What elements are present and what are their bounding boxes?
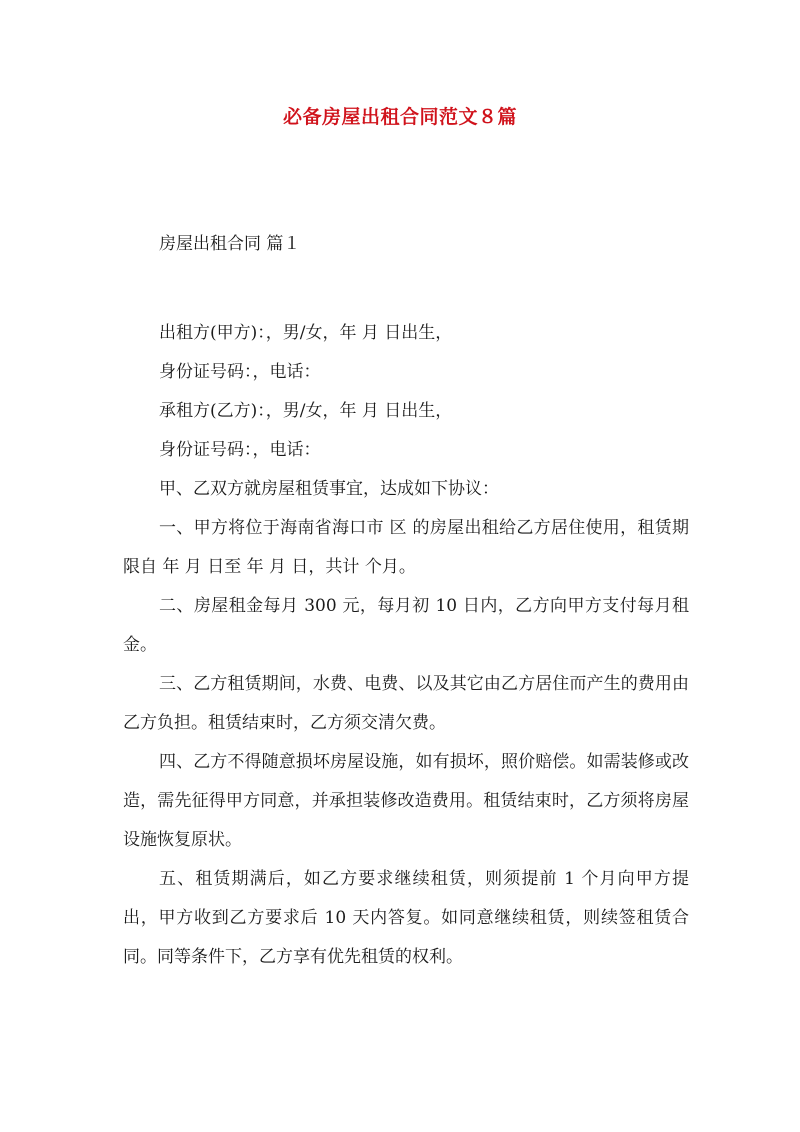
paragraph-agreement-intro: 甲、乙双方就房屋租赁事宜，达成如下协议： [159,479,499,499]
paragraph-lessor-id: 身份证号码：，电话： [159,362,321,382]
clause-4: 四、乙方不得随意损坏房屋设施，如有损坏，照价赔偿。如需装修或改造，需先征得甲方同意，并承担装修改造费用。租赁结束时，乙方须将房屋设施恢复原状。 [123,752,689,850]
document-body [123,314,689,977]
section-heading: 房屋出租合同 篇１ [159,234,301,254]
clause-5: 五、租赁期满后，如乙方要求继续租赁，则须提前 1 个月向甲方提出，甲方收到乙方要求后 10 天内答复。如同意继续租赁，则续签租赁合同。同等条件下，乙方享有优先租赁的权利。 [123,869,689,967]
paragraph-lessee: 承租方(乙方)：，男/女，年 月 日出生， [159,401,453,421]
clause-1: 一、甲方将位于海南省海口市 区 的房屋出租给乙方居住使用，租赁期限自 年 月 日至 年 月 日，共计 个月。 [123,518,689,577]
paragraph-lessee-id: 身份证号码：，电话： [159,440,321,460]
document-title: 必备房屋出租合同范文８篇 [282,106,517,128]
clause-3: 三、乙方租赁期间，水费、电费、以及其它由乙方居住而产生的费用由乙方负担。租赁结束时，乙方须交清欠费。 [123,674,689,733]
clause-2: 二、房屋租金每月 300 元，每月初 10 日内，乙方向甲方支付每月租金。 [123,596,689,655]
paragraph-lessor: 出租方(甲方)：，男/女，年 月 日出生， [159,323,453,343]
